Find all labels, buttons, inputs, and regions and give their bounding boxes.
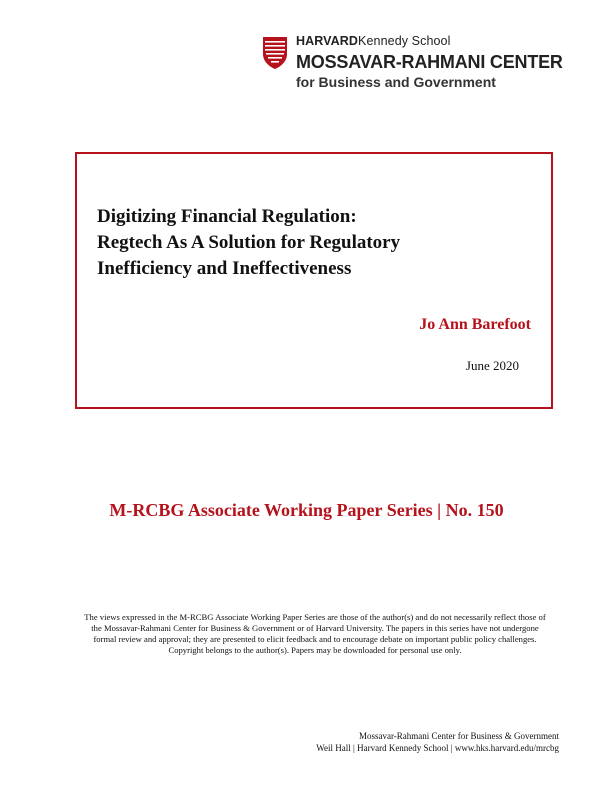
series-heading: M-RCBG Associate Working Paper Series | No. 150 — [109, 500, 504, 520]
title-line-3: Inefficiency and Ineffectiveness — [97, 258, 352, 279]
school-name-bold: HARVARD — [296, 34, 359, 48]
hks-mrcbg-logo — [262, 34, 582, 94]
center-name: MOSSAVAR-RAHMANI CENTER — [296, 52, 563, 72]
title-line-2: Regtech As A Solution for Regulatory — [97, 232, 401, 253]
publication-date: June 2020 — [465, 358, 519, 373]
harvard-shield-icon — [262, 36, 288, 70]
center-subtitle: for Business and Government — [296, 74, 496, 90]
title-box — [75, 152, 553, 409]
school-name-rest: Kennedy School — [358, 34, 451, 48]
disclaimer-text: The views expressed in the M-RCBG Associate Working Paper Series are those of the author(s) and do not necessarily reflect those of the Mossavar-Rahmani Center for Business & Government or of Harvard University. The papers in this series have not undergone formal review and approval; they are presented to elicit feedback and to encourage debate on important public policy challenges. Copyright belongs to the author(s). Papers may be downloaded for personal use only. — [84, 612, 546, 655]
author-name: Jo Ann Barefoot — [419, 316, 531, 333]
title-line-1: Digitizing Financial Regulation: — [97, 206, 357, 227]
footer-line-1: Mossavar-Rahmani Center for Business & Government — [358, 731, 559, 741]
footer — [316, 730, 559, 754]
paper-title — [97, 204, 400, 282]
footer-line-2: Weil Hall | Harvard Kennedy School | www.hks.harvard.edu/mrcbg — [316, 743, 559, 753]
school-name — [296, 34, 451, 48]
